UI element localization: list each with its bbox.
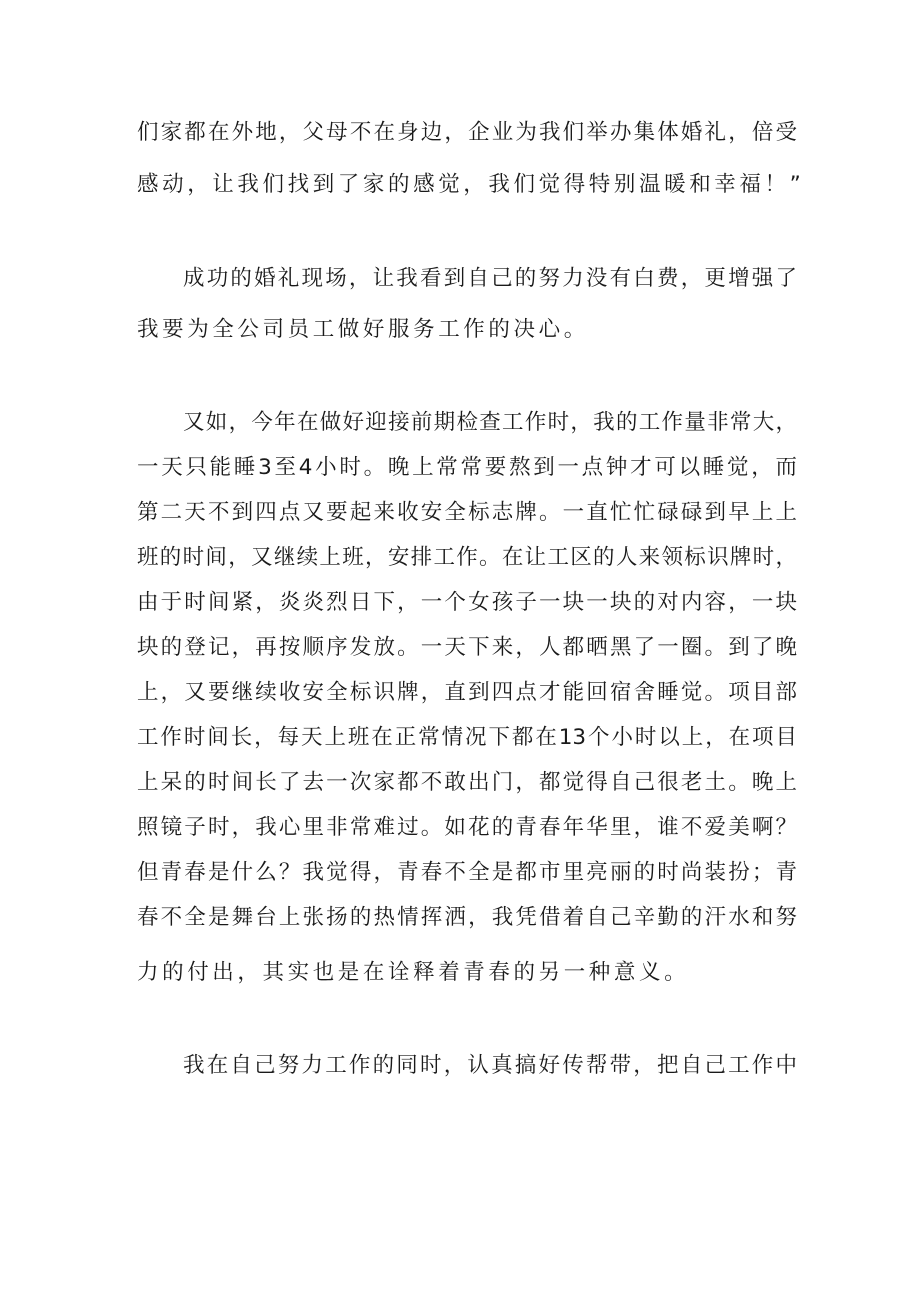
text-line: 上，又要继续收安全标识牌，直到四点才能回宿舍睡觉。项目部 bbox=[137, 680, 797, 705]
text-line: 照镜子时，我心里非常难过。如花的青春年华里，谁不爱美啊？ bbox=[137, 815, 797, 840]
text-line: 班的时间，又继续上班，安排工作。在让工区的人来领标识牌时， bbox=[137, 545, 797, 570]
text-line: 工作时间长，每天上班在正常情况下都在13个小时以上，在项目 bbox=[137, 725, 797, 750]
text-line: 力的付出，其实也是在诠释着青春的另一种意义。 bbox=[137, 960, 690, 985]
text-line: 春不全是舞台上张扬的热情挥洒，我凭借着自己辛勤的汗水和努 bbox=[137, 905, 797, 930]
text-line: 块的登记，再按顺序发放。一天下来，人都晒黑了一圈。到了晚 bbox=[137, 635, 797, 660]
text-line: 一天只能睡3至4小时。晚上常常要熬到一点钟才可以睡觉，而 bbox=[137, 455, 797, 480]
text-line: 由于时间紧，炎炎烈日下，一个女孩子一块一块的对内容，一块 bbox=[137, 590, 797, 615]
text-line: 但青春是什么？我觉得，青春不全是都市里亮丽的时尚装扮；青 bbox=[137, 860, 797, 885]
text-line: 们家都在外地，父母不在身边，企业为我们举办集体婚礼，倍受 bbox=[137, 120, 797, 145]
paragraph-first-line: 成功的婚礼现场，让我看到自己的努力没有白费，更增强了 bbox=[183, 266, 797, 291]
text-line: 上呆的时间长了去一次家都不敢出门，都觉得自己很老土。晚上 bbox=[137, 770, 797, 795]
paragraph-first-line: 又如，今年在做好迎接前期检查工作时，我的工作量非常大， bbox=[183, 410, 797, 435]
paragraph-first-line: 我在自己努力工作的同时，认真搞好传帮带，把自己工作中 bbox=[183, 1053, 797, 1078]
text-line: 第二天不到四点又要起来收安全标志牌。一直忙忙碌碌到早上上 bbox=[137, 500, 797, 525]
text-line: 感动，让我们找到了家的感觉，我们觉得特别温暖和幸福！” bbox=[137, 172, 805, 197]
text-line: 我要为全公司员工做好服务工作的决心。 bbox=[137, 317, 589, 342]
